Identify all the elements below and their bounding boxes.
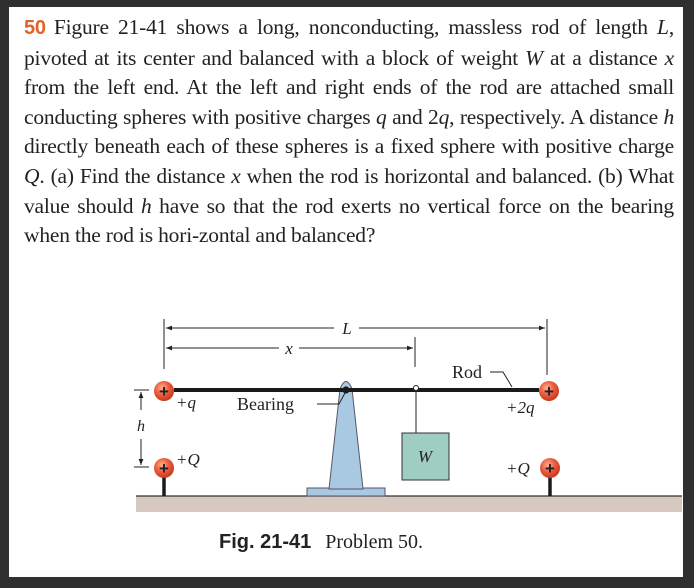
rod-leader xyxy=(490,372,512,387)
right-rod-sphere xyxy=(539,381,559,401)
svg-text:+: + xyxy=(159,382,169,401)
left-fixed-charge-label: +Q xyxy=(176,450,200,469)
problem-statement: 50 Figure 21-41 shows a long, nonconducting, massless rod of length L, pivoted at its center and balanced with a block of weight W at a distance x from the left end. At the left and right ends of the rod are attached small conducting spheres with positive charges q and 2q, respectively. A distance h directly beneath each of these spheres is a fixed sphere with positive charge Q. (a) Find the distance x when the rod is horizontal and balanced. (b) What value should h have so that the rod exerts no vertical force on the bearing when the rod is hori-zontal and balanced? xyxy=(24,15,675,248)
ground xyxy=(136,496,682,512)
dimension-lines xyxy=(164,319,547,375)
left-rod-sphere xyxy=(154,381,174,401)
bearing-support xyxy=(307,382,385,497)
left-fixed-sphere xyxy=(154,458,174,496)
left-rod-charge-label: +q xyxy=(176,393,196,412)
right-rod-charge-label: +2q xyxy=(506,398,535,417)
rod-label: Rod xyxy=(452,362,483,382)
length-label: L xyxy=(342,319,352,338)
right-fixed-charge-label: +Q xyxy=(506,459,530,478)
svg-text:+: + xyxy=(545,459,555,478)
textbook-page xyxy=(9,7,683,577)
figure-caption xyxy=(219,531,423,554)
bearing-pivot xyxy=(342,386,349,393)
height-label: h xyxy=(137,418,145,435)
right-fixed-sphere xyxy=(540,458,560,496)
svg-text:+: + xyxy=(159,459,169,478)
caption-text: Problem 50. xyxy=(325,531,424,553)
bearing-label: Bearing xyxy=(237,394,294,414)
problem-number: 50 xyxy=(24,17,46,39)
caption-label: Fig. 21-41 xyxy=(219,531,312,553)
distance-label: x xyxy=(285,339,293,358)
block-label: W xyxy=(417,447,433,466)
svg-text:+: + xyxy=(544,382,554,401)
figure-21-41 xyxy=(9,7,683,577)
